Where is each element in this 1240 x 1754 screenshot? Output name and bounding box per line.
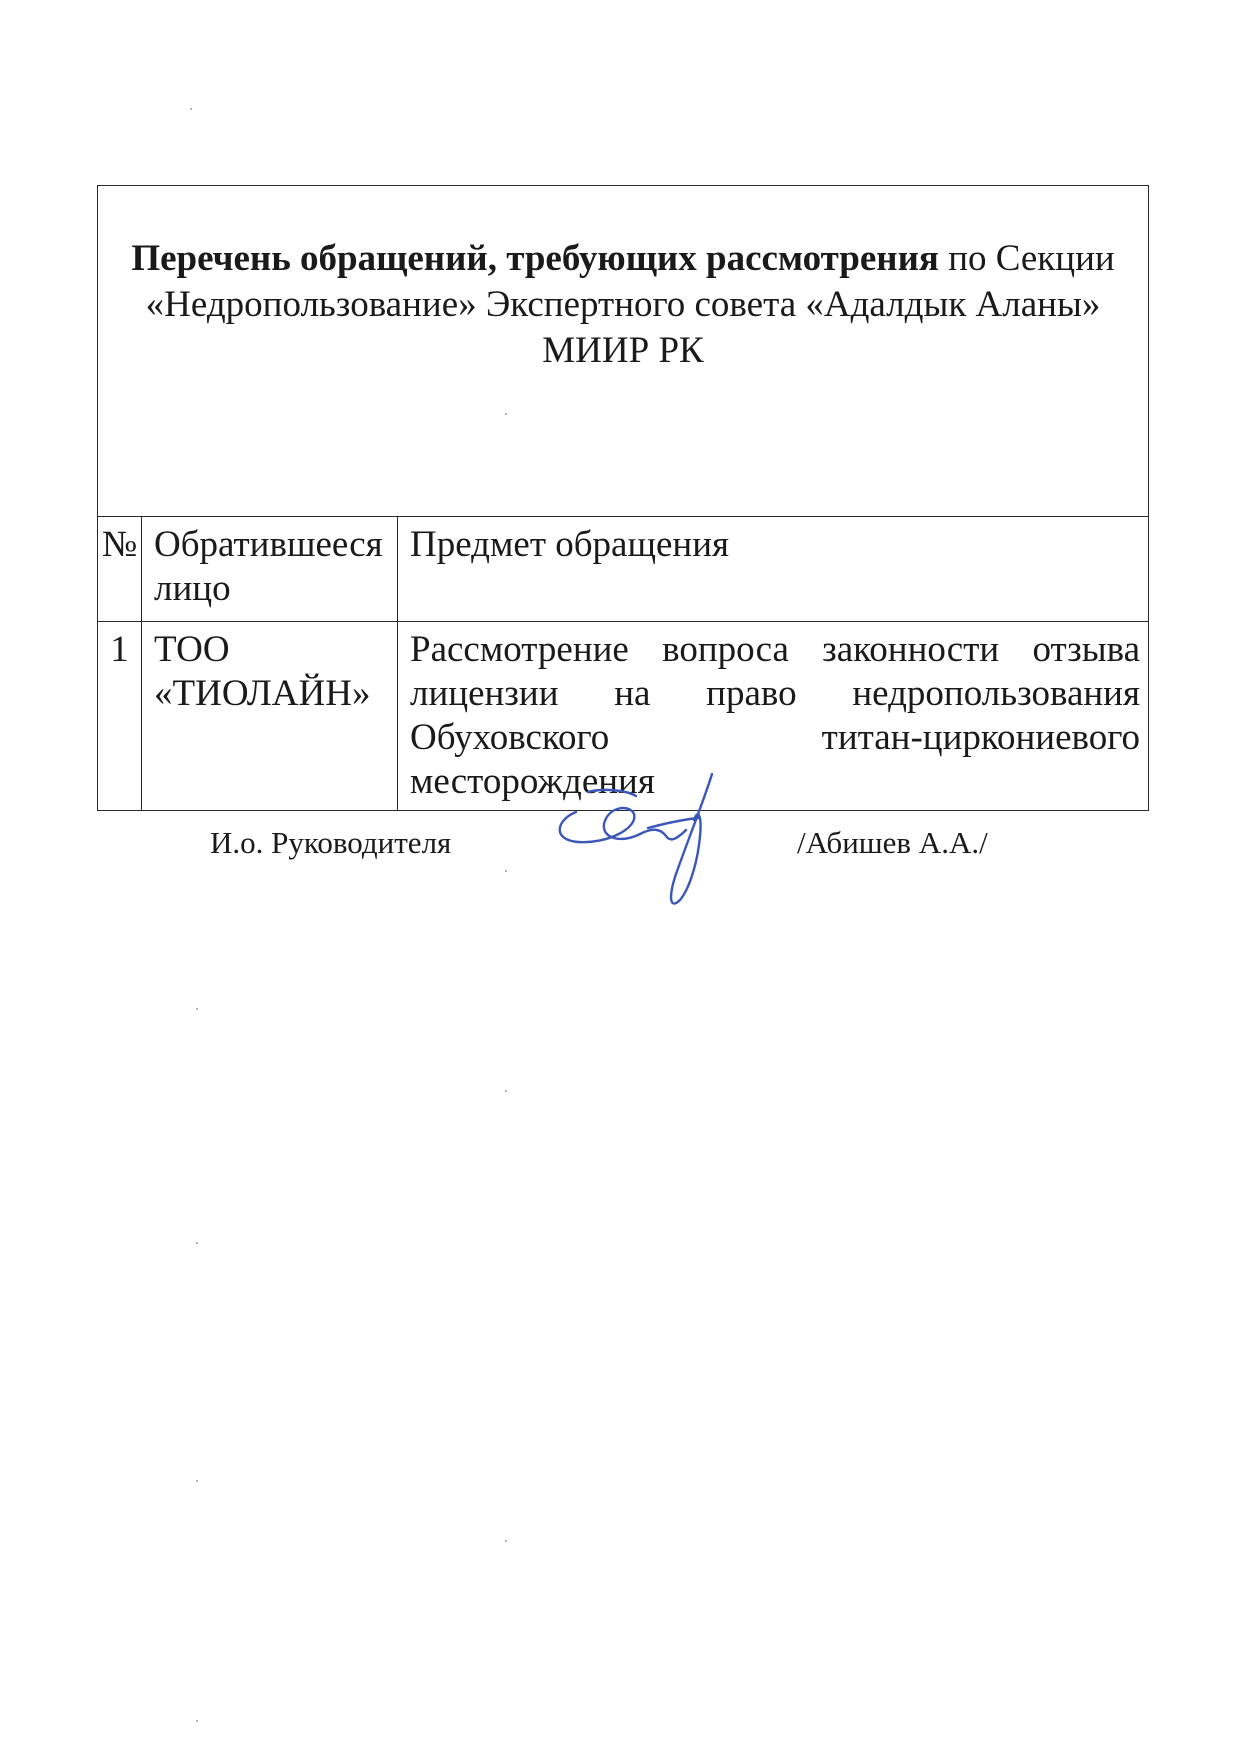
scan-speck [505, 870, 507, 872]
row-subject: Рассмотрение вопроса законности отзыва лицензии на право недропользования Обуховского титан-циркониевого месторождения [398, 622, 1149, 811]
scan-speck [196, 1008, 198, 1010]
scan-speck [196, 1242, 198, 1244]
header-subject: Предмет обращения [398, 517, 1149, 622]
row-number: 1 [98, 622, 142, 811]
signatory-position: И.о. Руководителя [210, 825, 452, 860]
header-number: № [98, 517, 142, 622]
document-title-bold: Перечень обращений, требующих рассмотрения [131, 238, 939, 279]
header-person: Обратившееся лицо [142, 517, 398, 622]
document-title-rest: по Секции «Недропользование» Экспертного совета «Адалдык Аланы» МИИР РК [145, 238, 1115, 371]
scan-speck [505, 1540, 507, 1542]
scan-speck [190, 108, 192, 110]
scan-speck [505, 413, 507, 415]
table-header-row [98, 517, 1149, 622]
scan-speck [196, 1480, 198, 1482]
signatory-name: /Абишев А.А./ [797, 825, 988, 860]
handwritten-signature [548, 770, 768, 920]
document-title [98, 186, 1149, 517]
scan-speck [505, 1090, 507, 1092]
row-person: ТОО «ТИОЛАЙН» [142, 622, 398, 811]
appeals-table [97, 185, 1149, 811]
scan-speck [196, 1720, 198, 1722]
